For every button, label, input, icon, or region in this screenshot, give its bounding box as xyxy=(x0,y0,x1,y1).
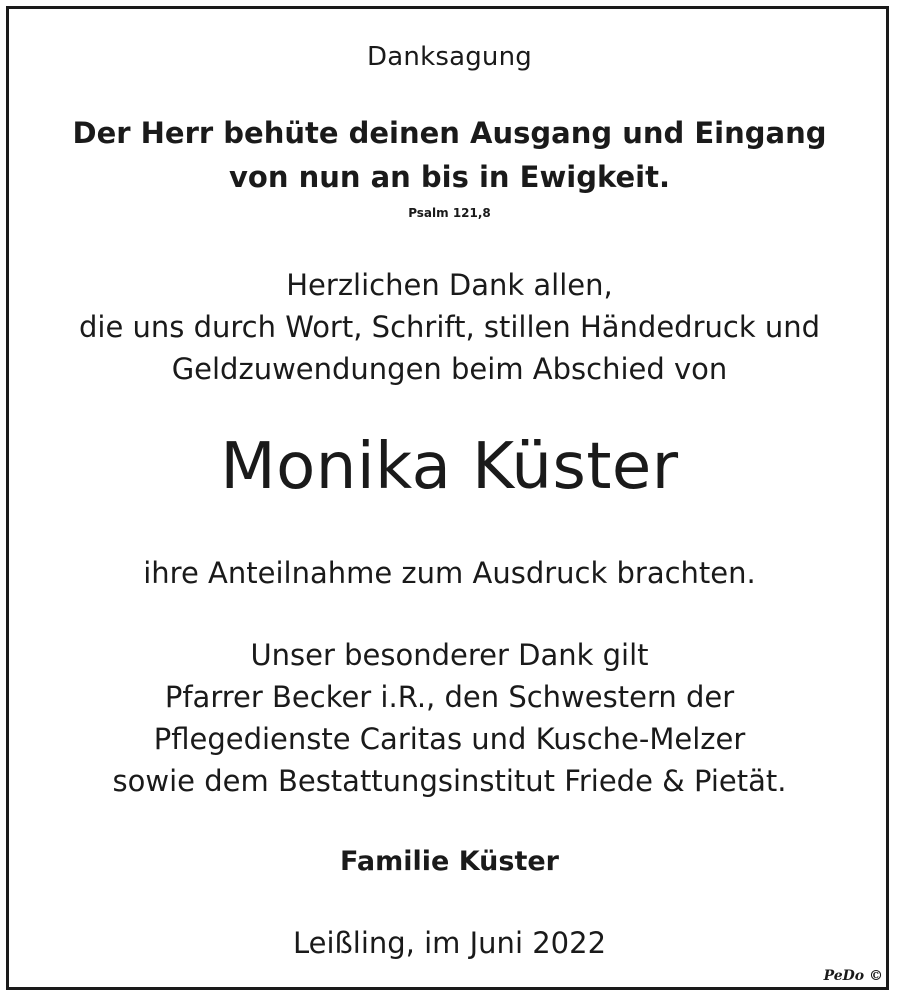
special-thanks-line-4: sowie dem Bestattungsinstitut Friede & Pietät. xyxy=(112,764,787,798)
publisher-logo: PeDo © xyxy=(823,968,883,984)
special-thanks-line-1: Unser besonderer Dank gilt xyxy=(250,638,649,672)
bible-verse-line-1: Der Herr behüte deinen Ausgang und Eingang xyxy=(72,116,827,150)
bible-verse-line-2: von nun an bis in Ewigkeit. xyxy=(229,160,670,194)
thanks-text-line-2: die uns durch Wort, Schrift, stillen Händedruck und xyxy=(78,310,821,344)
bible-verse-source: Psalm 121,8 xyxy=(408,206,491,220)
place-and-date: Leißling, im Juni 2022 xyxy=(292,926,607,960)
notice-heading: Danksagung xyxy=(367,42,532,72)
special-thanks-line-3: Pflegedienste Caritas und Kusche-Melzer xyxy=(153,722,746,756)
thanks-text-line-3: Geldzuwendungen beim Abschied von xyxy=(171,352,728,386)
deceased-name: Monika Küster xyxy=(220,430,679,504)
thanks-text-line-1: Herzlichen Dank allen, xyxy=(286,268,613,302)
special-thanks-line-2: Pfarrer Becker i.R., den Schwestern der xyxy=(164,680,735,714)
sympathy-text: ihre Anteilnahme zum Ausdruck brachten. xyxy=(143,556,756,590)
family-signature: Familie Küster xyxy=(340,846,559,877)
